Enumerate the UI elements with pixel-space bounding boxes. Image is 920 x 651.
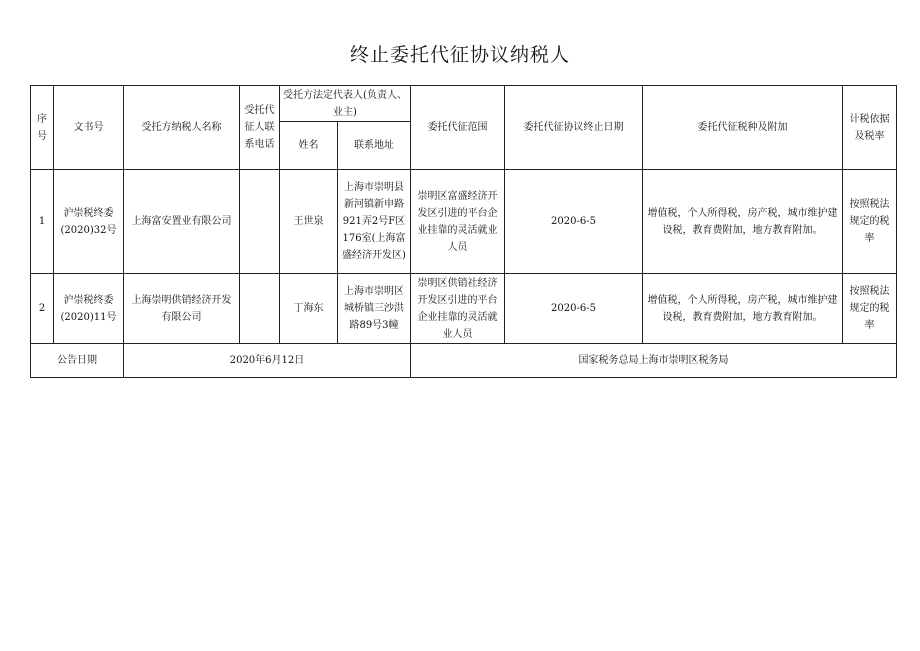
page-title: 终止委托代征协议纳税人 xyxy=(349,44,570,66)
taxpayer-table xyxy=(30,85,897,378)
footer-label: 公告日期 xyxy=(31,344,124,378)
cell-basis-rate: 按照税法规定的税率 xyxy=(843,274,897,344)
cell-doc-no: 沪崇税终委(2020)32号 xyxy=(54,170,124,274)
header-basis-rate: 计税依据及税率 xyxy=(843,86,897,170)
cell-contact xyxy=(240,274,280,344)
cell-taxpayer-name: 上海富安置业有限公司 xyxy=(124,170,240,274)
cell-address: 上海市崇明县新河镇新申路921弄2号F区176室(上海富盛经济开发区) xyxy=(338,170,411,274)
header-taxpayer-name: 受托方纳税人名称 xyxy=(124,86,240,170)
cell-end-date: 2020-6-5 xyxy=(505,170,643,274)
cell-contact xyxy=(240,170,280,274)
cell-address: 上海市崇明区城桥镇三沙洪路89号3幢 xyxy=(338,274,411,344)
cell-end-date: 2020-6-5 xyxy=(505,274,643,344)
header-tax-types: 委托代征税种及附加 xyxy=(643,86,843,170)
header-end-date: 委托代征协议终止日期 xyxy=(505,86,643,170)
cell-basis-rate: 按照税法规定的税率 xyxy=(843,170,897,274)
header-seq: 序号 xyxy=(31,86,54,170)
cell-seq: 1 xyxy=(31,170,54,274)
cell-scope: 崇明区富盛经济开发区引进的平台企业挂靠的灵活就业人员 xyxy=(411,170,505,274)
footer-date: 2020年6月12日 xyxy=(124,344,411,378)
cell-tax-types: 增值税，个人所得税，房产税，城市维护建设税，教育费附加，地方教育附加。 xyxy=(643,170,843,274)
cell-tax-types: 增值税，个人所得税，房产税，城市维护建设税，教育费附加，地方教育附加。 xyxy=(643,274,843,344)
header-legal-rep: 受托方法定代表人(负责人、业主) xyxy=(280,86,411,122)
cell-scope: 崇明区供销社经济开发区引进的平台企业挂靠的灵活就业人员 xyxy=(411,274,505,344)
cell-doc-no: 沪崇税终委(2020)11号 xyxy=(54,274,124,344)
cell-taxpayer-name: 上海崇明供销经济开发有限公司 xyxy=(124,274,240,344)
table-row xyxy=(31,170,897,274)
header-row xyxy=(31,86,897,122)
header-scope: 委托代征范围 xyxy=(411,86,505,170)
header-doc-no: 文书号 xyxy=(54,86,124,170)
cell-rep-name: 丁海东 xyxy=(280,274,338,344)
footer-row xyxy=(31,344,897,378)
cell-rep-name: 王世泉 xyxy=(280,170,338,274)
table-row xyxy=(31,274,897,344)
header-agent-contact: 受托代征人联系电话 xyxy=(240,86,280,170)
cell-seq: 2 xyxy=(31,274,54,344)
header-address: 联系地址 xyxy=(338,122,411,170)
footer-authority: 国家税务总局上海市崇明区税务局 xyxy=(411,344,897,378)
header-rep-name: 姓名 xyxy=(280,122,338,170)
